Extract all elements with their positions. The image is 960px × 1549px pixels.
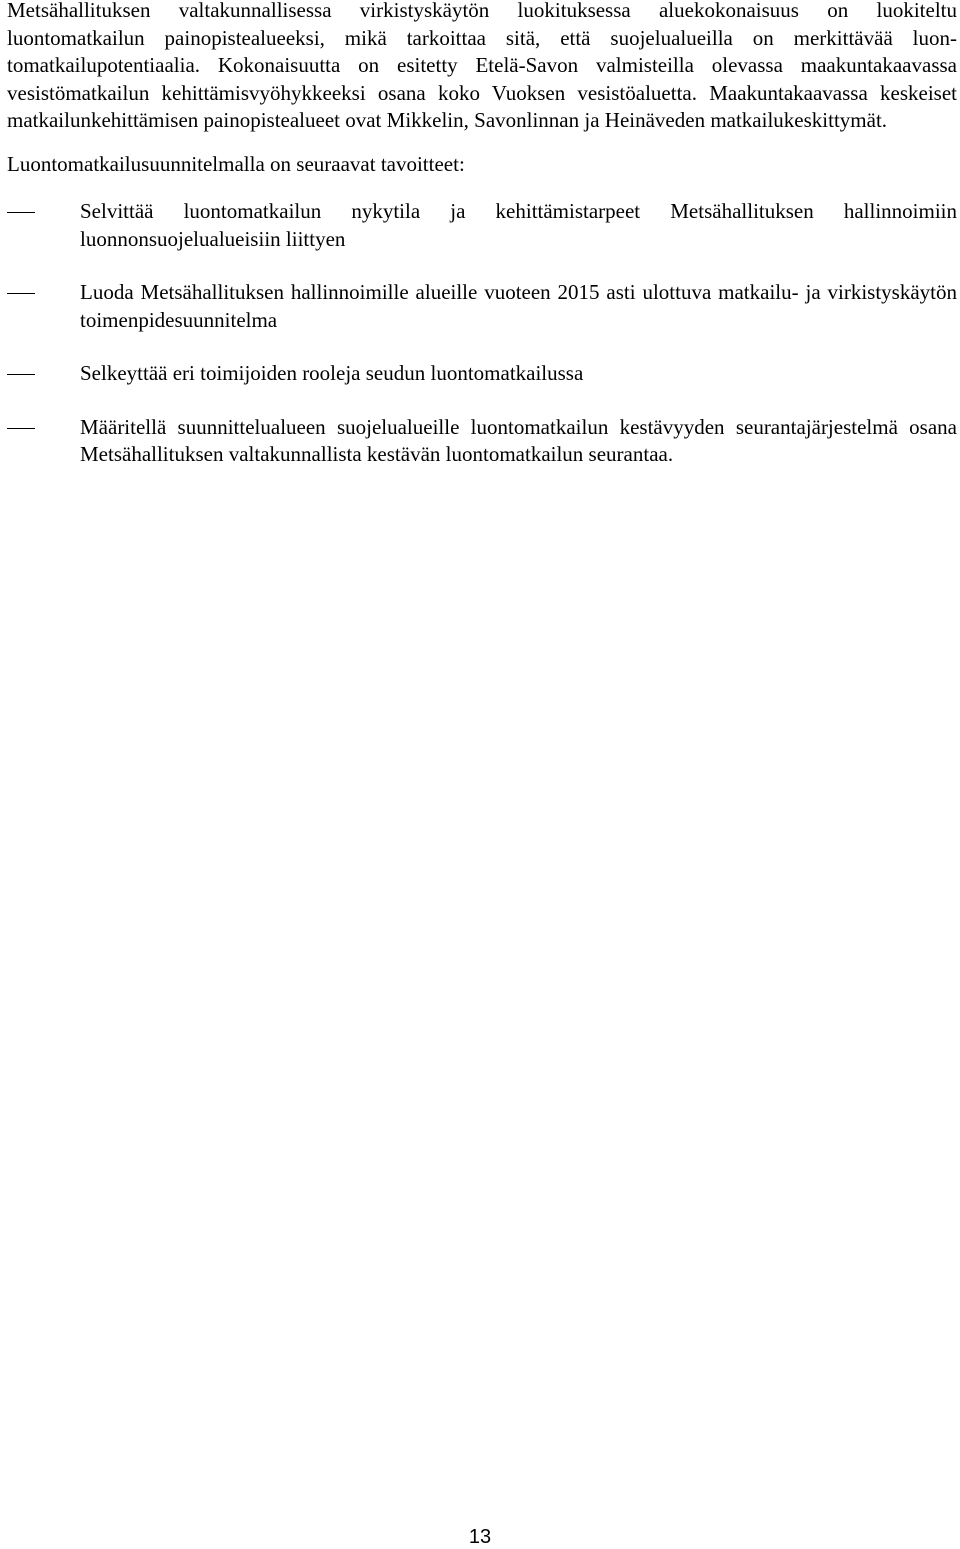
- goal-text: Selvittää luontomatkailun nykytila ja kehittämistarpeet Metsähallituksen hallinnoimiin luonnonsuojelualueisiin liittyen: [80, 199, 957, 251]
- dash-bullet-icon: [7, 212, 35, 213]
- intro-paragraph: Metsähallituksen valtakunnallisessa virkistyskäytön luokituksessa aluekokonaisuus on luokiteltu luontomatkailun painopistealueeksi, mikä tarkoittaa sitä, että suojelualueilla on merkittävää luontomatkailupotentiaalia. Kokonaisuutta on esitetty Etelä-Savon valmisteilla olevassa maakuntakaavassa vesistömatkailun kehittämisvyöhykkeeksi osana koko Vuoksen vesistöaluetta. Maakuntakaavassa keskeiset matkailunkehittämisen painopistealueet ovat Mikkelin, Savonlinnan ja Heinäveden matkailukeskittymät.: [7, 0, 957, 132]
- dash-bullet-icon: [7, 293, 35, 294]
- goal-text: Luoda Metsähallituksen hallinnoimille alueille vuoteen 2015 asti ulottuva matkailu- ja virkistyskäytön toimenpidesuunnitelma: [80, 280, 957, 332]
- goal-text: Määritellä suunnittelualueen suojelualueille luontomatkailun kestävyyden seurantajärjestelmä osana Metsähallituksen valtakunnallista kestävän luontomatkailun seurantaa.: [80, 414, 957, 466]
- goal-list-item: [7, 414, 957, 469]
- document-page: [7, 0, 957, 495]
- dash-bullet-icon: [7, 428, 35, 429]
- goals-lead-paragraph: Luontomatkailusuunnitelmalla on seuraavat tavoitteet:: [7, 151, 465, 176]
- goal-list-item: [7, 279, 957, 334]
- goal-list-item: [7, 198, 957, 253]
- goal-list-item: [7, 360, 957, 388]
- dash-bullet-icon: [7, 374, 35, 375]
- goals-list: [7, 198, 957, 469]
- page-number: 13: [468, 1526, 492, 1548]
- goal-text: Selkeyttää eri toimijoiden rooleja seudun luontomatkailussa: [80, 361, 584, 385]
